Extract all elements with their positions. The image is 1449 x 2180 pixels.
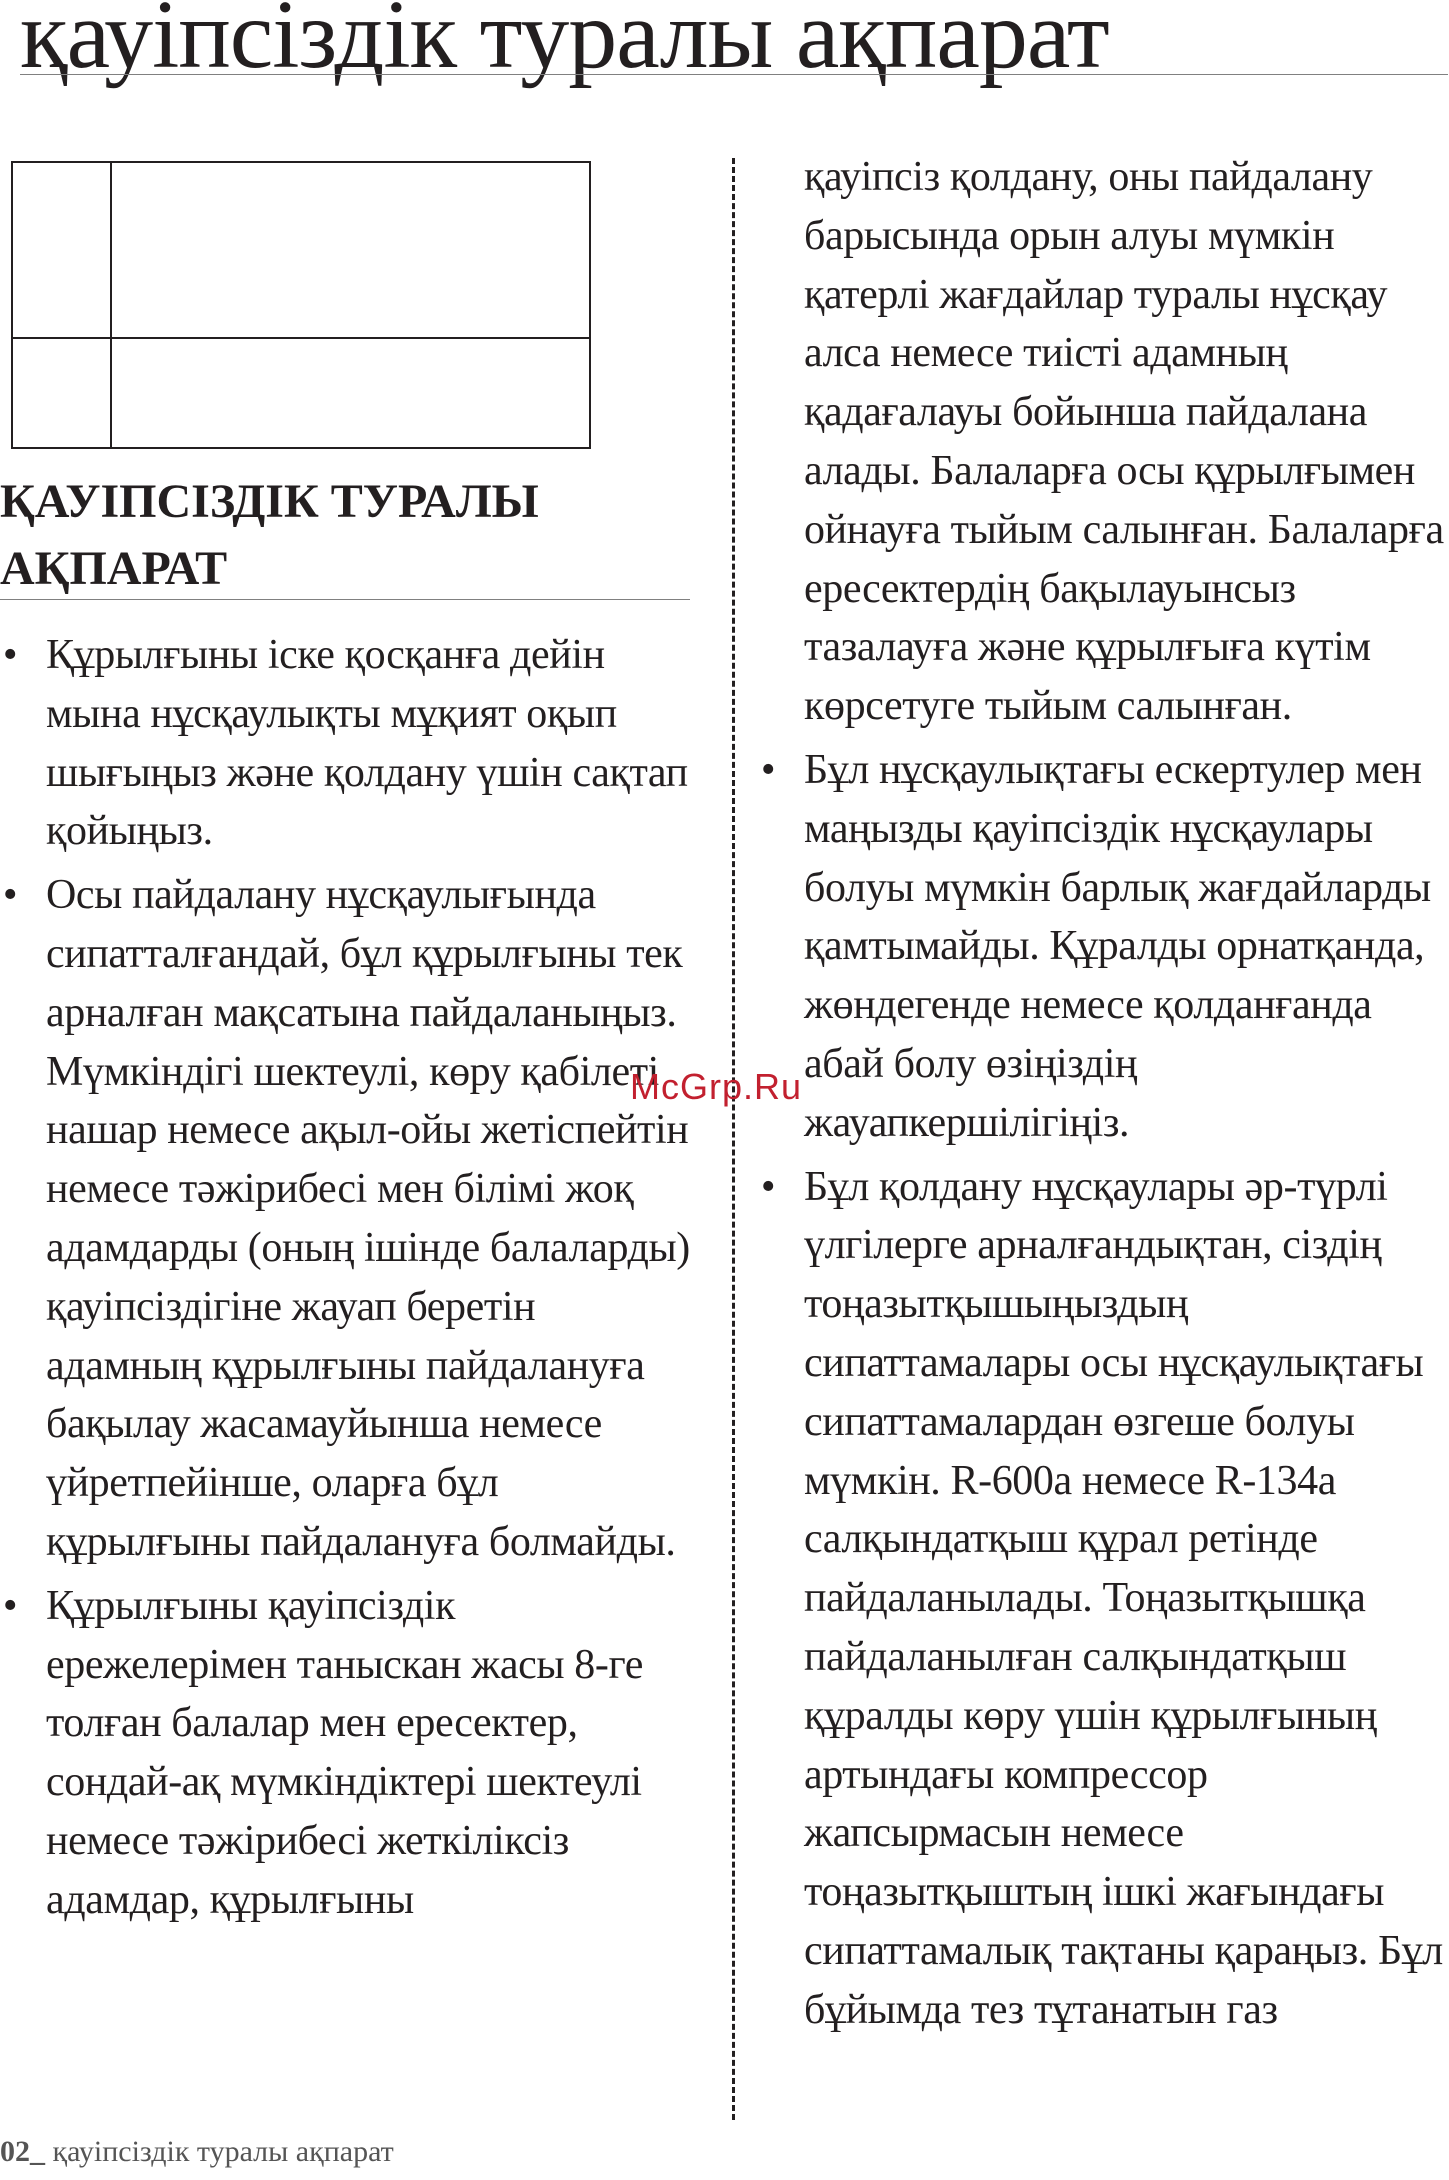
column-divider	[732, 158, 735, 2120]
list-item	[758, 741, 1448, 1153]
symbol-table-cell	[12, 162, 111, 338]
bullet-icon: •	[2, 1582, 18, 1629]
symbol-table-row	[12, 162, 590, 338]
left-bullet-list	[0, 626, 700, 1930]
symbol-table-cell	[12, 338, 111, 448]
bullet-icon: •	[2, 872, 18, 919]
left-column	[0, 626, 700, 1935]
list-item-text: Құрылғыны қауіпсіздік ережелерімен таныскан жасы 8-ге толған балалар мен ересектер, сондай-ақ мүмкіндіктері шектеулі немесе тәжірибесі жеткіліксіз адамдар, құрылғыны	[46, 1582, 644, 1923]
bullet-icon: •	[760, 746, 776, 793]
page-footer	[0, 2137, 394, 2167]
list-item-text: Осы пайдалану нұсқаулығында сипатталғандай, бұл құрылғыны тек арналған мақсатына пайдаланыңыз. Мүмкіндігі шектеулі, көру қабілеті нашар немесе ақыл-ойы жетіспейтін немесе тәжірибесі мен білімі жоқ адамдарды (оның ішінде балаларды) қауіпсіздігіне жауап беретін адамның құрылғыны пайдалануға бақылау жасамауйынша немесе үйретпейінше, оларға бұл құрылғыны пайдалануға болмайды.	[46, 872, 690, 1565]
page-number: 02_	[0, 2135, 45, 2168]
list-item-text: Бұл нұсқаулықтағы ескертулер мен маңызды қауіпсіздік нұсқаулары болуы мүмкін барлық жағдайларды қамтымайды. Құралды орнатқанда, жөндегенде немесе қолданғанда абай болу өзіңіздің жауапкершілігіңіз.	[804, 746, 1431, 1146]
list-item-text: Бұл қолдану нұсқаулары әр-түрлі үлгілерге арналғандықтан, сіздің тоңазытқышыңыздың сипаттамалары осы нұсқаулықтағы сипаттамалардан өзгеше болуы мүмкін. R-600a немесе R-134a салқындатқыш құрал ретінде пайдаланылады. Тоңазытқышқа пайдаланылған салқындатқыш құралды көру үшін құрылғының артындағы компрессор жапсырмасын немесе тоңазытқыштың ішкі жағындағы сипаттамалық тақтаны қараңыз. Бұл бұйымда тез тұтанатын газ	[804, 1163, 1443, 2033]
list-item	[0, 866, 700, 1572]
symbol-table	[11, 161, 591, 449]
title-rule	[20, 74, 1448, 75]
section-heading: ҚАУІПСІЗДІК ТУРАЛЫ АҚПАРАТ	[0, 475, 539, 595]
bullet-icon: •	[760, 1163, 776, 1210]
list-item	[0, 626, 700, 861]
list-item	[0, 1577, 700, 1930]
symbol-table-row	[12, 338, 590, 448]
right-bullet-list	[758, 741, 1448, 2040]
symbol-table-cell	[111, 338, 590, 448]
list-item	[758, 1158, 1448, 2040]
list-item-text: Құрылғыны іске қосқанға дейін мына нұсқаулықты мұқият оқып шығыңыз және қолдану үшін сақтап қойыңыз.	[46, 632, 688, 855]
watermark: McGrp.Ru	[630, 1066, 803, 1107]
footer-text: қауіпсіздік туралы ақпарат	[45, 2135, 394, 2168]
symbol-table-cell	[111, 162, 590, 338]
right-column	[758, 148, 1448, 2045]
heading-rule	[0, 599, 690, 600]
bullet-icon: •	[2, 632, 18, 678]
page-title: қауіпсіздік туралы ақпарат	[20, 0, 1109, 89]
continued-text: қауіпсіз қолдану, оны пайдалану барысында орын алуы мүмкін қатерлі жағдайлар туралы нұсқау алса немесе тиісті адамның қадағалауы бойынша пайдалана алады. Балаларға осы құрылғымен ойнауға тыйым салынған. Балаларға ересектердің бақылауынсыз тазалауға және құрылғыға күтім көрсетуге тыйым салынған.	[804, 154, 1444, 730]
